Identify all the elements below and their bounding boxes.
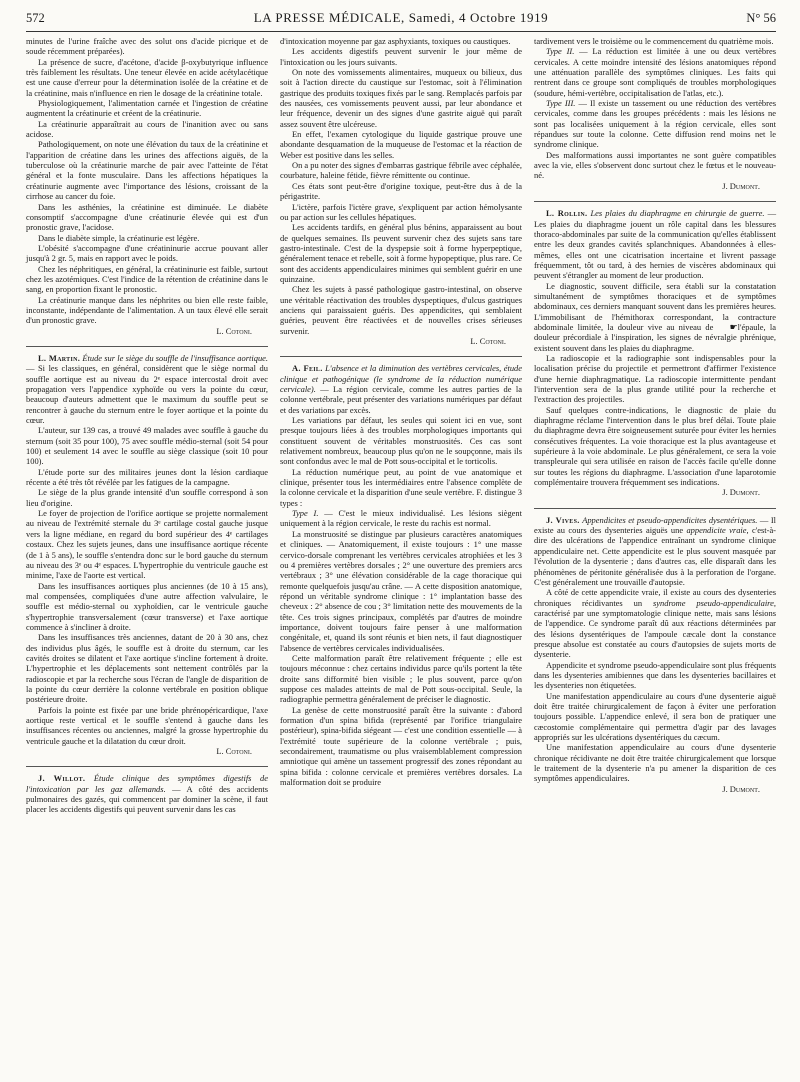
type-text: — C'est le mieux individualisé. Les lésions siègent uniquement à la région cervicale, le reste du rachis est normal. bbox=[280, 508, 522, 529]
signature: J. Dumont. bbox=[722, 180, 760, 191]
paragraph: d'intoxication moyenne par gaz asphyxiants, toxiques ou caustiques. bbox=[280, 36, 511, 46]
paragraph: La radioscopie et la radiographie sont indispensables pour la localisation précise du projectile et permettront d'affirmer l'existence d'une hernie diaphragmatique. La radioscopie intermittente pendant l'intervention sera de la plus grande utilité pour la recherche et l'extraction des projectiles. bbox=[534, 352, 776, 405]
paragraph: L'obésité s'accompagne d'une créatininurie accrue pouvant aller jusqu'à 2 gr. 5, mais en rapport avec le poids. bbox=[26, 242, 268, 264]
article-divider bbox=[534, 201, 776, 202]
article-author: L. Martin. bbox=[38, 352, 81, 363]
article-feil bbox=[280, 363, 522, 415]
article-lead: — La région cervicale, comme les autres parties de la colonne vertébrale, peut présenter des variations numériques par défaut et des variations par excès. bbox=[280, 384, 522, 415]
article-lead: — Les plaies du diaphragme jouent un rôle capital dans les blessures thoraco-abdominales par suite de la communication qu'elles établissent entre les deux grandes cavités splanchniques. Abandonnées à elles-mêmes, elles ont une cicatrisation incertaine et livrent passage fréquemment, tôt ou tard, à des hernies de viscères abdominaux qui peuvent s'étrangler au moment de leur production. bbox=[534, 208, 777, 281]
columns bbox=[26, 36, 776, 815]
paragraph: Physiologiquement, l'alimentation carnée et l'ingestion de créatine augmentent la créatinurie et créent de la créatinurie. bbox=[26, 98, 268, 119]
article-martin bbox=[26, 353, 268, 425]
paragraph: Dans les insuffisances aortiques plus anciennes (de 10 à 15 ans), mal compensées, compliquées d'une autre affection valvulaire, le souffle est médio-sternal ou xyphoïdien, car le ventricule gauche s'hypertrophie transversalement (cœur transverse) et l'axe aortique commence à s'incliner à droite. bbox=[26, 580, 268, 632]
article-divider bbox=[280, 356, 522, 357]
journal-title: LA PRESSE MÉDICALE, Samedi, 4 Octobre 1919 bbox=[253, 10, 549, 25]
paragraph: Les variations par défaut, les seules qui soient ici en vue, sont presque toujours liées à des troubles morphologiques importants qui constituent souvent de véritables monstruosités. Ces cas sont relativement nombreux, beaucoup plus qu'on ne le soupçonne, mais ils sont confondus avec le mal de Pott sous-occipital et le torticolis. bbox=[280, 415, 522, 467]
paragraph: On a pu noter des signes d'embarras gastrique fébrile avec céphalée, courbature, haleine fétide, fièvre rémittente ou continue. bbox=[280, 160, 522, 181]
paragraph: En effet, l'examen cytologique du liquide gastrique prouve une abondante desquamation de la muqueuse de l'estomac et la réaction de Weber est positive dans les selles. bbox=[280, 129, 522, 160]
article-title: Les plaies du diaphragme en chirurgie de guerre. bbox=[590, 208, 765, 219]
paragraph: La genèse de cette monstruosité paraît être la suivante : d'abord formation d'un spina bifida (représenté par l'orifice triangulaire postérieur), spina-bifida siégeant — c'est une condition essentielle — à l'extrémité toute supérieure de la colonne vertébrale ; puis, secondairement, traumatisme ou plus vraisemblablement compression amniotique qui amène un tassement progressif des zones répondant au spina bifida : colonne cervicale et premières vertèbres dorsales. La malformation doit se produire bbox=[280, 704, 522, 788]
paragraph: Chez les sujets à passé pathologique gastro-intestinal, on observe une véritable réactivation des troubles dyspeptiques, d'ulcus gastriques anciens qui paraissaient guéris. Des appendicites, qui semblaient guéries, peuvent être réactivées et de nouvelles crises sérieuses survenir. bbox=[280, 284, 522, 336]
article-divider bbox=[26, 346, 268, 347]
text-run: A côté de cette appendicite vraie, il existe au cours des dysenteries chroniques récidivantes un bbox=[534, 587, 776, 608]
paragraph: Cette malformation paraît être relativement fréquente ; elle est toujours méconnue : chez certains individus parce qu'ils portent la tête droite sans difformité bien visible ; le plus souvent, parce qu'on suppose ces malades atteints de mal de Pott sous-occipital. Seule, la radiographie permettra généralement de préciser le diagnostic. bbox=[280, 652, 522, 705]
paragraph: Le siège de la plus grande intensité d'un souffle correspond à son lieu d'origine. bbox=[26, 487, 268, 508]
paragraph: Une manifestation appendiculaire au cours d'une dysenterie aiguë doit être traitée chirurgicalement de façon à éviter une perforation toujours possible. L'appendice enlevé, il sera bon de pratiquer une cæcostomie complémentaire qui permettra d'agir par des lavages appropriés sur les ulcérations dysentériques du cæcum. bbox=[534, 690, 776, 742]
paragraph: L'étude porte sur des militaires jeunes dont la lésion cardiaque récente a été très tôt révélée par les fatigues de la campagne. bbox=[26, 466, 268, 488]
type-paragraph bbox=[534, 98, 776, 150]
paragraph: On note des vomissements alimentaires, muqueux ou bilieux, dus soit à l'action directe du caustique sur l'estomac, soit à l'élimination gastrique des produits toxiques fixés par le sang. Remplacés parfois par des nausées, ces vomissements peuvent aussi, par leur abondance et leur fréquence, devenir un des signes d'une gastrite aiguë qui paraît assez souvent être ulcéreuse. bbox=[280, 67, 522, 129]
column-2 bbox=[280, 36, 522, 815]
paragraph: L'auteur, sur 139 cas, a trouvé 49 malades avec souffle à gauche du sternum (soit 35 pour 100), 75 avec souffle médio-sternal (soit 54 pour 100) et seulement 14 avec le souffle au siège classique (soit 10 pour 100). bbox=[26, 425, 268, 467]
signature: J. Dumont. bbox=[722, 487, 760, 498]
article-title: Appendicites et pseudo-appendicites dysentériques. bbox=[582, 514, 758, 525]
paragraph bbox=[534, 587, 776, 659]
paragraph: La monstruosité se distingue par plusieurs caractères anatomiques et cliniques. — Anatomiquement, il existe toujours : 1° une masse cervico-dorsale comprenant les vertèbres cervicales atrophiées et les 3 ou 4 premières vertèbres dorsales ; 2° une ouverture des premiers arcs vertébraux ; 3° une élévation considérable de la cage thoracique qui remonte quelquefois jusqu'au crâne. — A cette disposition anatomique, répond un véritable syndrome clinique : 1° implantation basse des cheveux : 2° absence de cou ; 3° limitation nette des mouvements de la tête. Ces trois signes principaux, complétés par d'autres de moindre importance, doivent toujours faire penser à une malformation congénitale, et, quand ils sont réunis et bien nets, il faut diagnostiquer l'absence de vertèbres cervicales individualisées. bbox=[280, 528, 522, 653]
paragraph: Sauf quelques contre-indications, le diagnostic de plaie du diaphragme réclame l'intervention dans le plus bref délai. Toute plaie du diaphragme devra être soigneusement suturée pour éviter les hernies consécutives fréquentes. La voie thoracique est la plus avantageuse et supérieure à la voie abdominale. Le plus généralement, ce sera la voie transpleurale qui sera utilisée en raison de l'accès facile qu'elle donne sur toutes les régions du diaphragme. L'association d'une laparotomie complémentaire trouvera fréquemment ses indications. bbox=[534, 404, 776, 488]
paragraph: La réduction numérique peut, au point de vue anatomique et clinique, présenter tous les intermédiaires entre l'absence complète de la colonne cervicale et la disparition d'une seule vertèbre. F. distingue 3 types : bbox=[280, 466, 522, 508]
signature: J. Dumont. bbox=[722, 783, 760, 794]
paragraph: Des malformations aussi importantes ne sont guère compatibles avec la vie, elles s'observent donc surtout chez le fœtus et le nouveau-né. bbox=[534, 149, 776, 181]
article-title: L'absence et la diminution des vertèbres cervicales, étude clinique et pathogénique (le syndrome de la réduction numérique cervicale). bbox=[280, 363, 523, 394]
type-text: — Il existe un tassement ou une réduction des vertèbres cervicales, comme dans les groupes précédents : mais les lésions ne sont pas localisées uniquement à la région cervicale, elles sont répandues sur toute la colonne. Cette diffusion rend moins net le syndrome clinique. bbox=[534, 98, 776, 150]
article-lead: — A côté des accidents pulmonaires des gazés, qui commencent par dominer la scène, il faut placer les accidents digestifs qui peuvent survenir dans les cas bbox=[26, 783, 268, 815]
text-run: — Il existe au cours des dysenteries aiguës une bbox=[534, 514, 777, 536]
emphasis: appendicite vraie bbox=[686, 525, 747, 536]
article-divider bbox=[26, 766, 268, 767]
type-label: Type I. bbox=[292, 508, 319, 519]
article-willot bbox=[26, 773, 268, 814]
article-rollin bbox=[534, 208, 776, 280]
article-title: Étude sur le siège du souffle de l'insuffisance aortique. bbox=[82, 352, 269, 363]
text-run: l'épaule, la douleur précordiale à l'inspiration, les signes de névralgie phrénique, existent souvent dans les plaies du diaphragme. bbox=[534, 321, 776, 353]
paragraph: Les accidents digestifs peuvent survenir le jour même de l'intoxication ou les jours suivants. bbox=[280, 46, 522, 67]
paragraph: tardivement vers le troisième ou le commencement du quatrième mois. bbox=[534, 36, 774, 46]
article-author: L. Rollin. bbox=[546, 208, 588, 219]
paragraph: Appendicite et syndrome pseudo-appendiculaire sont plus fréquents dans les dysenteries amibiennes que dans les dysenteries bacillaires et les dysenteries non étiquetées. bbox=[534, 659, 776, 691]
article-title: Étude clinique des symptômes digestifs de l'intoxication par les gaz allemands. bbox=[26, 773, 268, 794]
paragraph: Ces états sont peut-être d'origine toxique, peut-être dus à de la périgastrite. bbox=[280, 180, 522, 202]
paragraph: Le diagnostic, souvent difficile, sera établi sur la constatation simultanément de symptômes thoraciques et de symptômes abdominaux, ces derniers manquant souvent dans les premières heures. L'immobilisant de l'hémithorax correspondant, la contracture abdominale limitée, la douleur vive au niveau de ☛l'épaule, la douleur précordiale à l'inspiration, les signes de névralgie phrénique, existent souvent dans les plaies du diaphragme. bbox=[534, 280, 776, 353]
paragraph: Parfois la pointe est fixée par une bride phrénopéricardique, l'axe aortique reste vertical et le souffle s'entend à gauche dans les insuffisances récentes ou anciennes, malgré la grosse hypertrophie du ventricule gauche et la dilatation du cœur droit. bbox=[26, 704, 268, 746]
paragraph: Une manifestation appendiculaire au cours d'une dysenterie chronique récidivante ne doit être traitée chirurgicalement que lorsque le traitement de la dysenterie n'a pu amener la disparition de ces symptômes appendiculaires. bbox=[534, 742, 776, 784]
emphasis: syndrome pseudo-appendiculaire bbox=[652, 597, 774, 608]
text-run: , c'est-à-dire des ulcérations de l'appendice entraînant un syndrome clinique appendiculaire net. Cette appendicite est le plus souvent masquée par l'évolution de la dysenterie ; dans d'autres cas, elle disparaît dans les phénomènes de péritonite généralisée dus à la perforation de l'organe. C'est généralement une trouvaille d'autopsie. bbox=[534, 525, 776, 587]
signature: L. Cotoni. bbox=[470, 335, 506, 346]
paragraph: La présence de sucre, d'acétone, d'acide β-oxybutyrique influence très faiblement les résultats. Une teneur élevée en acide acétylacétique est une cause d'erreur pour la détermination isolée de la créatine et de la créatinine, mais n'influence en rien le dosage de la créatinine totale. bbox=[26, 56, 268, 98]
paragraph: Le foyer de projection de l'orifice aortique se projette normalement au niveau de l'extrémité sternale du 3ᵉ cartilage costal gauche jusque vers la ligne médiane, en regard du bord supérieur des 4ᵉ cartilages costaux. Chez les sujets jeunes, dans une insuffisance aortique récente (de 1 à 5 ans), le souffle s'entendra donc sur le bord gauche du sternum au niveau des 3ᵉ ou 4ᵉ espaces. L'hypertrophie du ventricule gauche est minime, l'axe de l'aorte est vertical. bbox=[26, 508, 268, 581]
paragraph: minutes de l'urine fraîche avec des solut ons d'acide picrique et de soude récemment préparées). bbox=[26, 36, 268, 57]
signature: L. Cotoni. bbox=[216, 325, 252, 336]
article-author: A. Feil. bbox=[292, 363, 323, 374]
paragraph: Les accidents tardifs, en général plus bénins, apparaissent au bout de quelques semaines. Ils peuvent survenir chez des sujets sans tare gastro-intestinale. C'est de la dyspepsie soit à forme hyperpeptique, généralement tenace et rebelle, soit à forme hypopeptique, plus rare. Ce sont des accidents appendiculaires minimes qui semblent guérir en une quinzaine. bbox=[280, 222, 523, 284]
paragraph: L'ictère, parfois l'ictère grave, s'expliquent par action hémolysante ou par action sur les cellules hépatiques. bbox=[280, 201, 522, 222]
article-divider bbox=[534, 508, 776, 509]
column-3 bbox=[534, 36, 776, 815]
running-head bbox=[26, 10, 776, 32]
paragraph: La créatinurie manque dans les néphrites ou bien elle reste faible, inconstante, indépendante de l'alimentation. A un taux élevé elle serait d'un pronostic grave. bbox=[26, 294, 268, 326]
paragraph: Chez les néphritiques, en général, la créatininurie est faible, surtout chez les azotémiques. C'est l'indice de la rétention de créatinine dans le sang, en proportion fixant le pronostic. bbox=[26, 263, 268, 295]
column-1 bbox=[26, 36, 268, 815]
issue-number: N° 56 bbox=[746, 11, 776, 25]
article-vives bbox=[534, 515, 776, 587]
article-author: J. Willot. bbox=[38, 773, 86, 784]
paragraph: La créatinurie apparaîtrait au cours de l'inanition avec ou sans acidose. bbox=[26, 118, 268, 140]
paragraph: Dans les insuffisances très anciennes, datant de 20 à 30 ans, chez des individus plus âgés, le souffle est à droite du sternum, car les cavités droites se dilatent et l'axe aortique s'incline fortement à droite. L'hypertrophie et les déplacements sont nettement contrôlés par la radioscopie et par la recherche sous l'écran de l'angle de disparition de la pointe du cœur derrière la colonne vertébrale en position oblique postérieure droite. bbox=[26, 632, 268, 705]
paragraph: Dans les asthénies, la créatinine est diminuée. Le diabète consomptif s'accompagne d'une créatinurie élevée qui est d'un pronostic grave, l'acidose. bbox=[26, 201, 268, 233]
type-text: — La réduction est limitée à une ou deux vertèbres cervicales. A cette moindre intensité des lésions anatomiques répond une atténuation parallèle des symptômes cliniques. Les faits qui rentrent dans ce groupe sont compliqués de troubles morphologiques (soudure, hémi-vertèbre, occipitalisation de l'atlas, etc.). bbox=[534, 46, 776, 98]
type-paragraph bbox=[534, 46, 776, 98]
article-author: J. Vives. bbox=[546, 514, 580, 525]
type-paragraph bbox=[280, 508, 522, 529]
paragraph: Dans le diabète simple, la créatinurie est légère. bbox=[38, 232, 200, 243]
text-run: , caractérisé par une symptomatologie clinique nette, mais sans lésions de l'appendice. Ce syndrome paraît dû aux réactions déterminées par des lésions dysentériques de l'ampoule cæcale dont la constance presque absolue est constatée au cours d'autopsies de sujets morts de dysenterie. bbox=[534, 597, 776, 660]
text-run: Le diagnostic, souvent difficile, sera établi sur la constatation simultanément de symptômes thoraciques et de symptômes abdominaux, ces derniers manquant souvent dans les premières heures. L'immobilisant de l'hémithorax correspondant, la contracture abdominale limitée, la douleur vive au niveau de bbox=[534, 280, 776, 332]
article-lead: — Si les classiques, en général, considèrent que le siège normal du souffle aortique est au niveau du 2ᵉ espace intercostal droit avec propagation vers l'appendice xyphoïde ou vers la pointe du cœur, beaucoup d'auteurs admettent que le maximum du souffle peut se rencontrer à gauche du sternum entre le foyer aortique et la pointe du cœur. bbox=[26, 363, 268, 426]
signature: L. Cotoni. bbox=[216, 746, 252, 757]
type-label: Type III. bbox=[546, 98, 576, 109]
page-number: 572 bbox=[26, 11, 45, 25]
paragraph: Pathologiquement, on note une élévation du taux de la créatinine et l'apparition de créatine dans les urines des affections aiguës, de la tuberculose où la créatinurie marche de pair avec l'atteinte de l'état général et la fonte musculaire. Dans les affections hépatiques la créatinurie augmente avec l'importance des lésions, croissant de la cirrhose au cancer du foie. bbox=[26, 139, 268, 202]
type-label: Type II. bbox=[546, 46, 575, 57]
